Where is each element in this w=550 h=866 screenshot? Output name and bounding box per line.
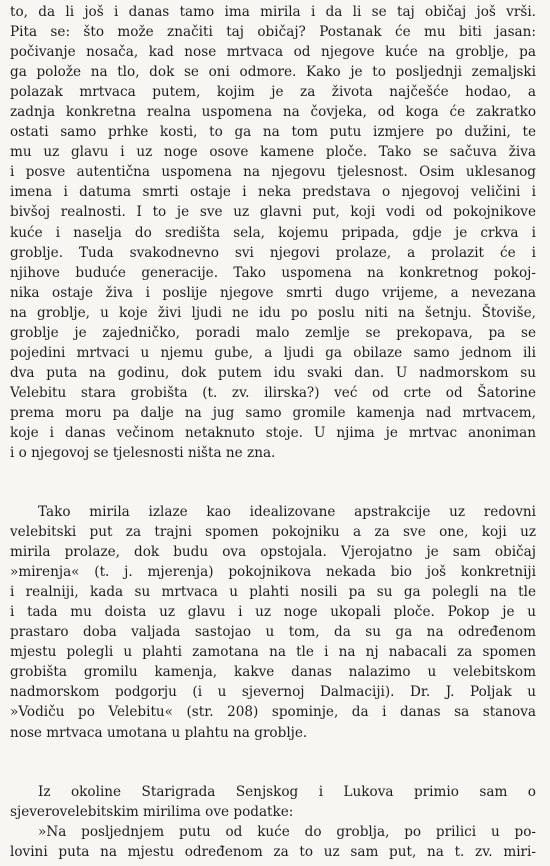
text-line: polazak mrtvaca putem, kojim je za života najčešće hodao, a	[10, 84, 536, 101]
text-line: mjestu polegli u plahti zamotana na tle i na nj nabacali za spomen	[10, 644, 536, 661]
text-line: groblje. Tuda svakodnevno svi njegovi prolaze, a prolazit će i	[10, 244, 536, 261]
text-line: pojedini mrtvaci u njemu gube, a ljudi ga obilaze samo jednom ili	[10, 344, 536, 361]
text-line: kuće i naselja do središta sela, kojemu pripada, gdje je crkva i	[10, 224, 536, 241]
text-line: lovini puta na mjestu određenom za to uz sam put, na t. zv. miri-	[10, 844, 536, 861]
text-line: i tada mu doista uz glavu i uz noge ukopali ploče. Pokop je u	[10, 604, 536, 621]
text-line: Iz okoline Starigrada Senjskog i Lukova primio sam o	[38, 784, 536, 800]
text-line: i posve autentična uspomena na njegovu tjelesnost. Osim uklesanog	[10, 164, 536, 181]
text-line: na groblje, u koje živi ljudi ne idu po poslu niti na šetnju. Štoviše,	[10, 304, 536, 321]
text-line: Velebitu stara grobišta (t. zv. ilirska?) već od crte od Šatorine	[10, 384, 536, 401]
text-line: nose mrtvaca umotana u plahtu na groblje.	[10, 724, 308, 741]
text-line: »Vodiču po Velebitu« (str. 208) spominje, da i danas sa stanova	[10, 704, 536, 721]
paragraph-3	[10, 782, 536, 822]
text-line: nadmorskom podgorju (i u sjevernoj Dalmaciji). Dr. J. Poljak u	[10, 684, 536, 701]
text-line: imena i datuma smrti ostaje i neka predstava o njegovoj veličini i	[10, 184, 536, 201]
text-line: to, da li još i danas tamo ima mirila i da li se taj običaj još vrši.	[10, 4, 536, 20]
paragraph-1	[10, 2, 536, 463]
text-line: ostati samo prhke kosti, to ga na tom putu izmjere po dužini, te	[10, 124, 536, 141]
paragraph-4	[10, 822, 536, 862]
text-line: nika ostaje živa i poslije njegove smrti dugo vrijeme, a nevezana	[10, 284, 536, 301]
text-line: velebitski put za trajni spomen pokojniku a za sve one, koji uz	[10, 524, 536, 541]
text-line: prastaro doba valjada sastojao u tom, da su ga na određenom	[10, 624, 536, 641]
text-line: dva puta na godinu, dok putem idu svaki dan. U nadmorskom su	[10, 364, 536, 381]
text-line: koje i danas večinom netaknuto stoje. U njima je mrtvac anoniman	[10, 424, 536, 441]
text-line: »mirenja« (t. j. mjerenja) pokojnikova nekada bio još konkretniji	[10, 564, 536, 581]
text-line: sjeverovelebitskim mirilima ove podatke:	[10, 804, 294, 821]
text-line: groblje je zajedničko, poradi malo zemlje se prekopava, pa se	[10, 324, 536, 341]
text-line: bivšoj realnosti. I to je sve uz glavni put, koji vodi od pokojnikove	[10, 204, 536, 221]
text-line: mirila prolaze, dok budu ova opstojala. Vjerojatno je sam običaj	[10, 544, 536, 561]
text-line: ga polože na tlo, dok se oni odmore. Kako je to posljednji zemaljski	[10, 64, 536, 81]
text-line: i realniji, kada su mrtvaca u plahti nosili pa su ga polegli na tle	[10, 584, 536, 601]
paragraph-2	[10, 502, 536, 743]
text-line: grobišta gromilu kamenja, kakve danas nalazimo u velebitskom	[10, 664, 536, 681]
text-line: Tako mirila izlaze kao idealizovane apstrakcije uz redovni	[38, 504, 536, 520]
text-line: počivanje nosača, kad nose mrtvaca od njegove kuće na groblje, pa	[10, 44, 536, 61]
text-line: »Na posljednjem putu od kuće do groblja, po prilici u po-	[38, 824, 536, 840]
text-line: i o njegovoj se tjelesnosti ništa ne zna.	[10, 445, 276, 462]
text-line: Pita se: što može značiti taj običaj? Postanak će mu biti jasan:	[10, 24, 536, 41]
text-line: prema moru pa dalje na jug samo gromile kamenja nad mrtvacem,	[10, 404, 536, 421]
text-line: njihove buduće generacije. Tako uspomena na konkretnog pokoj-	[10, 264, 536, 281]
text-line: zadnja konkretna realna uspomena na čovjeka, od koga će zakratko	[10, 104, 536, 121]
text-line: mu uz glavu i uz noge osove kamene ploče. Tako se sačuva živa	[10, 144, 536, 161]
